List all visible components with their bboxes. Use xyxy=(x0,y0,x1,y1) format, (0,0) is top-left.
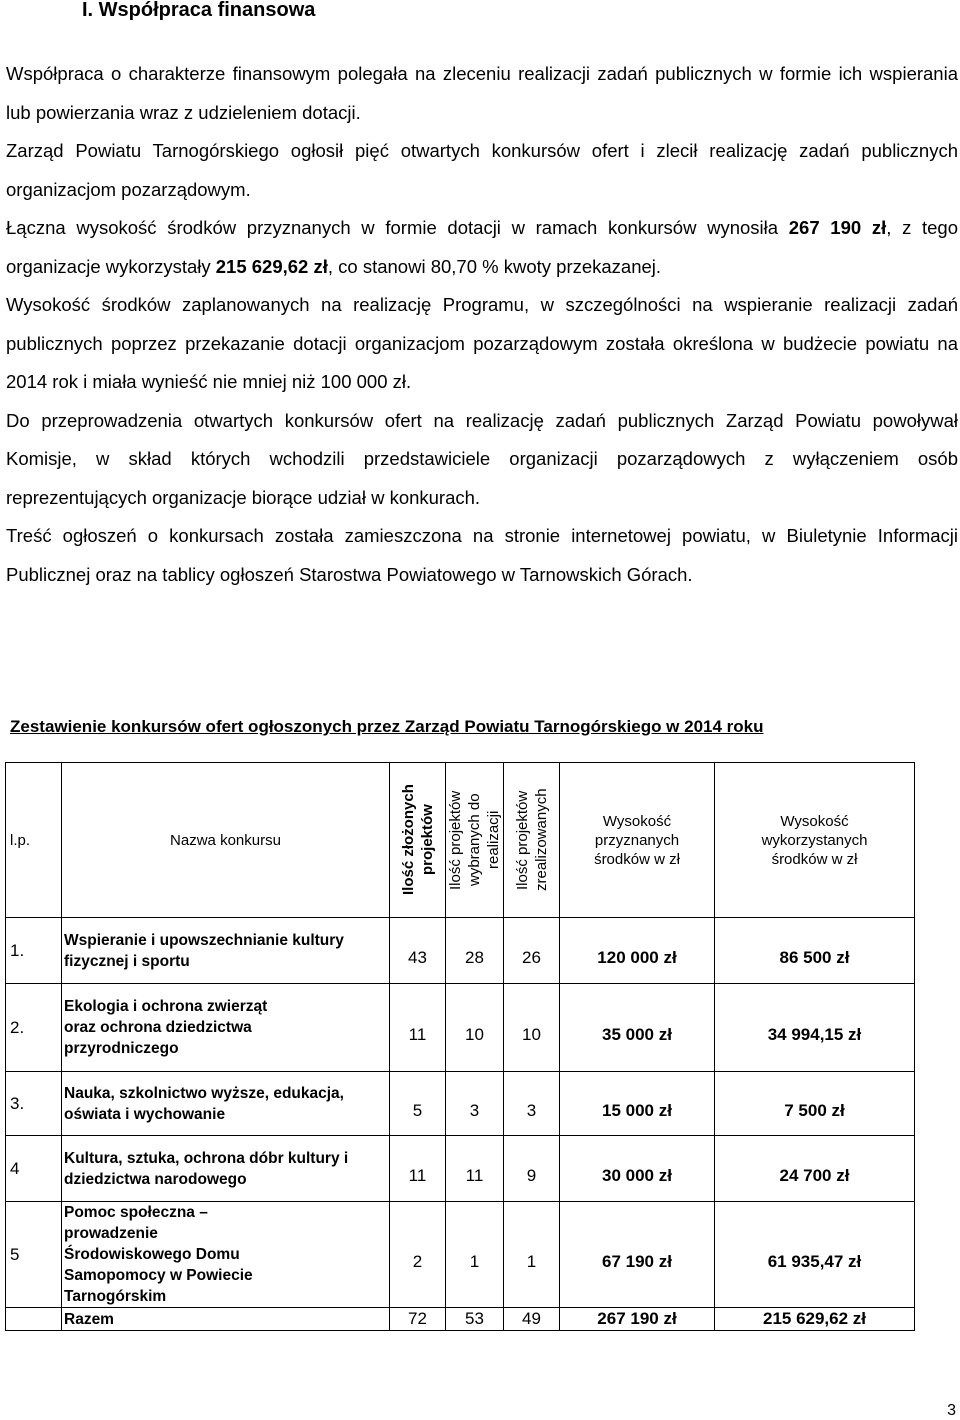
paragraph: Zarząd Powiatu Tarnogórskiego ogłosił pięć otwartych konkursów ofert i zlecił realizację zadań publicznych organizacjom pozarządowym. xyxy=(6,140,958,200)
header-granted: Wysokość przyznanych środków w zł xyxy=(560,763,715,918)
row-lp: 4 xyxy=(6,1136,62,1202)
row-realized: 9 xyxy=(504,1136,560,1202)
row-name: Ekologia i ochrona zwierząt oraz ochrona dziedzictwa przyrodniczego xyxy=(62,984,390,1072)
table-row xyxy=(6,918,915,984)
text: , co stanowi 80,70 % kwoty przekazanej. xyxy=(327,255,662,277)
row-used: 86 500 zł xyxy=(715,918,915,984)
row-granted: 120 000 zł xyxy=(560,918,715,984)
row-submitted: 43 xyxy=(390,918,446,984)
table-header-row xyxy=(6,763,915,918)
row-selected: 11 xyxy=(446,1136,504,1202)
text: Łączna wysokość środków przyznanych w formie dotacji w ramach konkursów wynosiła xyxy=(6,217,789,238)
header-selected-label: Ilość projektów wybranych do realizacji xyxy=(447,790,502,890)
used-amount: 215 629,62 zł xyxy=(215,255,328,277)
row-granted: 67 190 zł xyxy=(560,1202,715,1308)
row-name: Nauka, szkolnictwo wyższe, edukacja, oświata i wychowanie xyxy=(62,1072,390,1136)
row-submitted: 11 xyxy=(390,1136,446,1202)
header-lp: l.p. xyxy=(6,763,62,918)
total-submitted: 72 xyxy=(390,1308,446,1331)
row-granted: 30 000 zł xyxy=(560,1136,715,1202)
row-selected: 28 xyxy=(446,918,504,984)
row-lp: 2. xyxy=(6,984,62,1072)
row-lp: 1. xyxy=(6,918,62,984)
granted-amount: 267 190 zł xyxy=(788,217,887,238)
page-number: 3 xyxy=(947,1402,956,1419)
row-submitted: 5 xyxy=(390,1072,446,1136)
total-selected: 53 xyxy=(446,1308,504,1331)
row-realized: 10 xyxy=(504,984,560,1072)
total-realized: 49 xyxy=(504,1308,560,1331)
header-submitted xyxy=(390,763,446,918)
row-submitted: 2 xyxy=(390,1202,446,1308)
table-row xyxy=(6,1072,915,1136)
row-realized: 1 xyxy=(504,1202,560,1308)
header-realized-label: Ilość projektów zrealizowanych xyxy=(513,788,550,892)
paragraph: Do przeprowadzenia otwartych konkursów ofert na realizację zadań publicznych Zarząd Powiatu powoływał Komisje, w skład których wchodzili przedstawiciele organizacji pozarządowych z wyłączeniem osób reprezentujących organizacje biorące udział w konkurach. xyxy=(6,409,958,508)
row-selected: 1 xyxy=(446,1202,504,1308)
competitions-table xyxy=(5,762,915,1331)
header-realized xyxy=(504,763,560,918)
row-used: 61 935,47 zł xyxy=(715,1202,915,1308)
table-row xyxy=(6,984,915,1072)
table-row xyxy=(6,1136,915,1202)
header-used: Wysokość wykorzystanych środków w zł xyxy=(715,763,915,918)
row-used: 34 994,15 zł xyxy=(715,984,915,1072)
row-selected: 3 xyxy=(446,1072,504,1136)
row-name: Pomoc społeczna – prowadzenie Środowiskowego Domu Samopomocy w Powiecie Tarnogórskim xyxy=(62,1202,390,1308)
body-text xyxy=(6,55,958,594)
row-lp: 3. xyxy=(6,1072,62,1136)
table-total-row xyxy=(6,1308,915,1331)
row-used: 7 500 zł xyxy=(715,1072,915,1136)
total-used: 215 629,62 zł xyxy=(715,1308,915,1331)
row-realized: 26 xyxy=(504,918,560,984)
row-granted: 15 000 zł xyxy=(560,1072,715,1136)
row-name: Kultura, sztuka, ochrona dóbr kultury i dziedzictwa narodowego xyxy=(62,1136,390,1202)
row-lp: 5 xyxy=(6,1202,62,1308)
paragraph: Wysokość środków zaplanowanych na realizację Programu, w szczególności na wspieranie realizacji zadań publicznych poprzez przekazanie dotacji organizacjom pozarządowym została określona w budżecie powiatu na 2014 rok i miała wynieść nie mniej niż 100 000 zł. xyxy=(6,294,958,392)
row-name: Wspieranie i upowszechnianie kultury fizycznej i sportu xyxy=(62,918,390,984)
paragraph-funds xyxy=(6,209,958,286)
header-submitted-label: Ilość złożonych projektów xyxy=(399,784,436,896)
row-submitted: 11 xyxy=(390,984,446,1072)
row-selected: 10 xyxy=(446,984,504,1072)
total-granted: 267 190 zł xyxy=(560,1308,715,1331)
section-heading: I. Współpraca finansowa xyxy=(82,0,316,21)
header-selected xyxy=(446,763,504,918)
row-realized: 3 xyxy=(504,1072,560,1136)
table-row xyxy=(6,1202,915,1308)
table-title: Zestawienie konkursów ofert ogłoszonych przez Zarząd Powiatu Tarnogórskiego w 2014 roku xyxy=(10,717,764,736)
text: , z tego organizacje wykorzystały xyxy=(6,217,959,277)
row-used: 24 700 zł xyxy=(715,1136,915,1202)
paragraph: Treść ogłoszeń o konkursach została zamieszczona na stronie internetowej powiatu, w Biuletynie Informacji Publicznej oraz na tablicy ogłoszeń Starostwa Powiatowego w Tarnowskich Górach. xyxy=(6,525,958,585)
row-granted: 35 000 zł xyxy=(560,984,715,1072)
total-lp xyxy=(6,1308,62,1331)
paragraph: Współpraca o charakterze finansowym polegała na zleceniu realizacji zadań publicznych w formie ich wspierania lub powierzania wraz z udzieleniem dotacji. xyxy=(6,63,958,123)
header-name: Nazwa konkursu xyxy=(62,763,390,918)
total-label: Razem xyxy=(62,1308,390,1331)
